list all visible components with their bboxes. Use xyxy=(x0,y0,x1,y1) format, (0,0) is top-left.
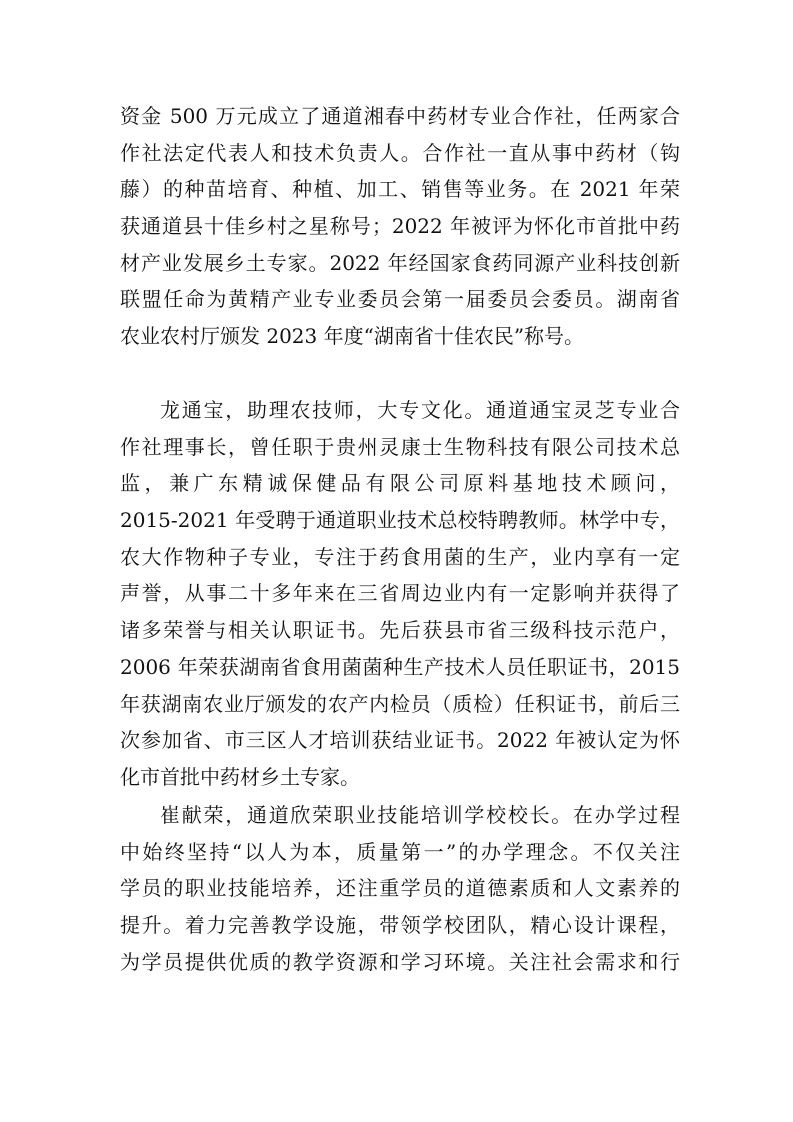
paragraph-line: 2006 年荣获湖南省食用菌菌种生产技术人员任职证书，2015 xyxy=(120,654,680,679)
paragraph-line: 年获湖南农业厅颁发的农产内检员（质检）任积证书，前后三 xyxy=(120,691,680,716)
paragraph-line: 作社法定代表人和技术负责人。合作社一直从事中药材（钩 xyxy=(120,140,680,165)
paragraph-line: 资金 500 万元成立了通道湘春中药材专业合作社，任两家合 xyxy=(120,104,680,128)
paragraph-3 xyxy=(120,797,680,980)
paragraph-1 xyxy=(120,98,680,355)
paragraph-line: 联盟任命为黄精产业专业委员会第一届委员会委员。湖南省 xyxy=(120,287,680,312)
paragraph-line: 声誉，从事二十多年来在三省周边业内有一定影响并获得了 xyxy=(120,581,680,606)
paragraph-2 xyxy=(120,392,680,796)
paragraph-line: 化市首批中药材乡土专家。 xyxy=(120,764,360,789)
paragraph-line: 藤）的种苗培育、种植、加工、销售等业务。在 2021 年荣 xyxy=(120,177,680,202)
paragraph-line: 诸多荣誉与相关认职证书。先后获县市省三级科技示范户， xyxy=(120,618,680,643)
paragraph-line: 农业农村厅颁发 2023 年度“湖南省十佳农民”称号。 xyxy=(120,324,585,349)
paragraph-line: 获通道县十佳乡村之星称号；2022 年被评为怀化市首批中药 xyxy=(120,214,680,239)
paragraph-line: 崔献荣，通道欣荣职业技能培训学校校长。在办学过程 xyxy=(160,803,680,827)
paragraph-line: 农大作物种子专业，专注于药食用菌的生产，业内享有一定 xyxy=(120,544,680,569)
paragraph-line: 为学员提供优质的教学资源和学习环境。关注社会需求和行 xyxy=(120,949,680,974)
paragraph-line: 2015-2021 年受聘于通道职业技术总校特聘教师。林学中专， xyxy=(120,508,680,533)
paragraph-line: 学员的职业技能培养，还注重学员的道德素质和人文素养的 xyxy=(120,876,680,901)
paragraph-line: 龙通宝，助理农技师，大专文化。通道通宝灵芝专业合 xyxy=(160,398,680,422)
paragraph-line: 作社理事长，曾任职于贵州灵康士生物科技有限公司技术总 xyxy=(120,434,680,459)
paragraph-line: 材产业发展乡土专家。2022 年经国家食药同源产业科技创新 xyxy=(120,250,680,275)
paragraph-line: 中始终坚持“以人为本，质量第一”的办学理念。不仅关注 xyxy=(120,839,680,864)
paragraph-line: 提升。着力完善教学设施，带领学校团队，精心设计课程， xyxy=(120,913,680,938)
paragraph-line: 次参加省、市三区人才培训获结业证书。2022 年被认定为怀 xyxy=(120,728,680,753)
paragraph-line: 监，兼广东精诚保健品有限公司原料基地技术顾问， xyxy=(120,471,680,496)
